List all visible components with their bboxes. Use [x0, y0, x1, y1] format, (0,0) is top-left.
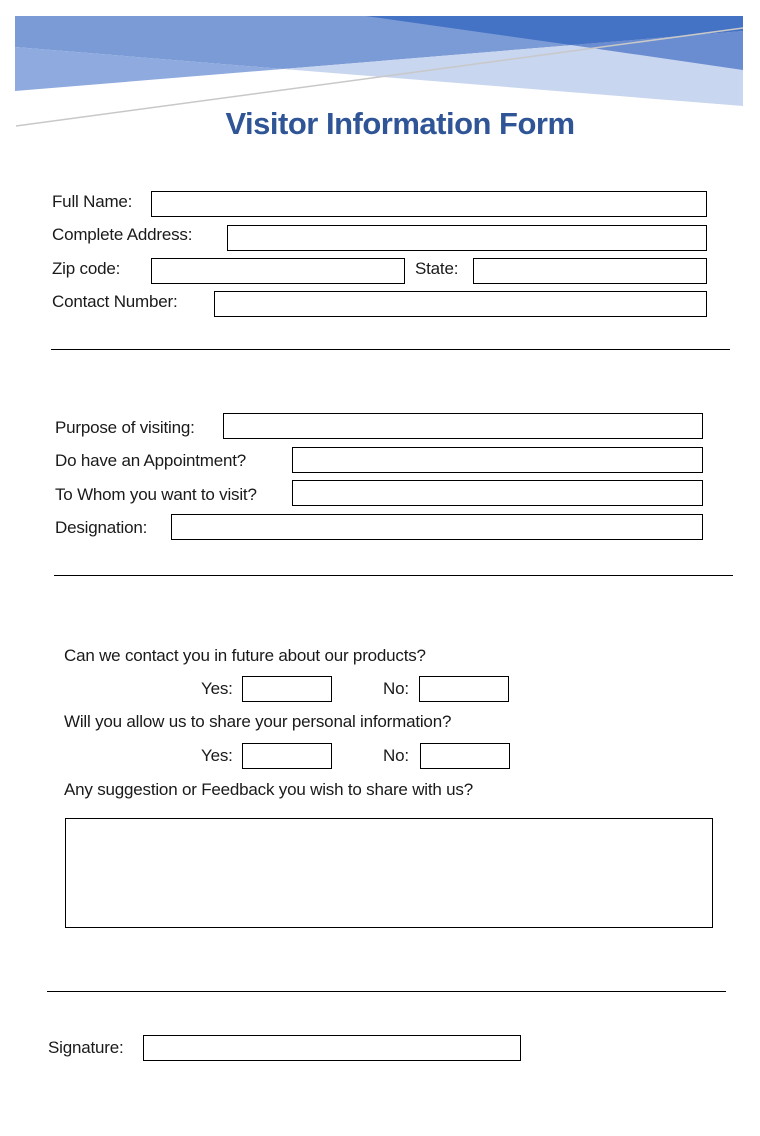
no-label: No:	[383, 746, 409, 765]
contact-future-question: Can we contact you in future about our products?	[64, 646, 426, 665]
contact-future-yes-field[interactable]	[242, 676, 332, 702]
contact-future-no-field[interactable]	[419, 676, 509, 702]
share-info-no-field[interactable]	[420, 743, 510, 769]
state-field[interactable]	[473, 258, 707, 284]
contact-label: Contact Number:	[52, 292, 178, 311]
contact-field[interactable]	[214, 291, 707, 317]
zip-label: Zip code:	[52, 259, 121, 278]
signature-label: Signature:	[48, 1038, 124, 1057]
feedback-label: Any suggestion or Feedback you wish to share with us?	[64, 780, 473, 799]
whom-field[interactable]	[292, 480, 703, 506]
page-title: Visitor Information Form	[225, 106, 575, 141]
address-label: Complete Address:	[52, 225, 193, 244]
share-info-question: Will you allow us to share your personal information?	[64, 712, 452, 731]
no-label: No:	[383, 679, 409, 698]
appointment-label: Do have an Appointment?	[55, 451, 247, 470]
purpose-label: Purpose of visiting:	[55, 418, 195, 437]
divider	[47, 991, 726, 992]
whom-label: To Whom you want to visit?	[55, 485, 257, 504]
share-info-yes-field[interactable]	[242, 743, 332, 769]
purpose-field[interactable]	[223, 413, 703, 439]
signature-field[interactable]	[143, 1035, 521, 1061]
designation-label: Designation:	[55, 518, 148, 537]
full-name-field[interactable]	[151, 191, 707, 217]
address-field[interactable]	[227, 225, 707, 251]
yes-label: Yes:	[201, 679, 233, 698]
feedback-textarea[interactable]	[65, 818, 713, 928]
divider	[51, 349, 730, 350]
appointment-field[interactable]	[292, 447, 703, 473]
full-name-label: Full Name:	[52, 192, 133, 211]
yes-label: Yes:	[201, 746, 233, 765]
designation-field[interactable]	[171, 514, 703, 540]
state-label: State:	[415, 259, 459, 278]
zip-field[interactable]	[151, 258, 405, 284]
divider	[54, 575, 733, 576]
